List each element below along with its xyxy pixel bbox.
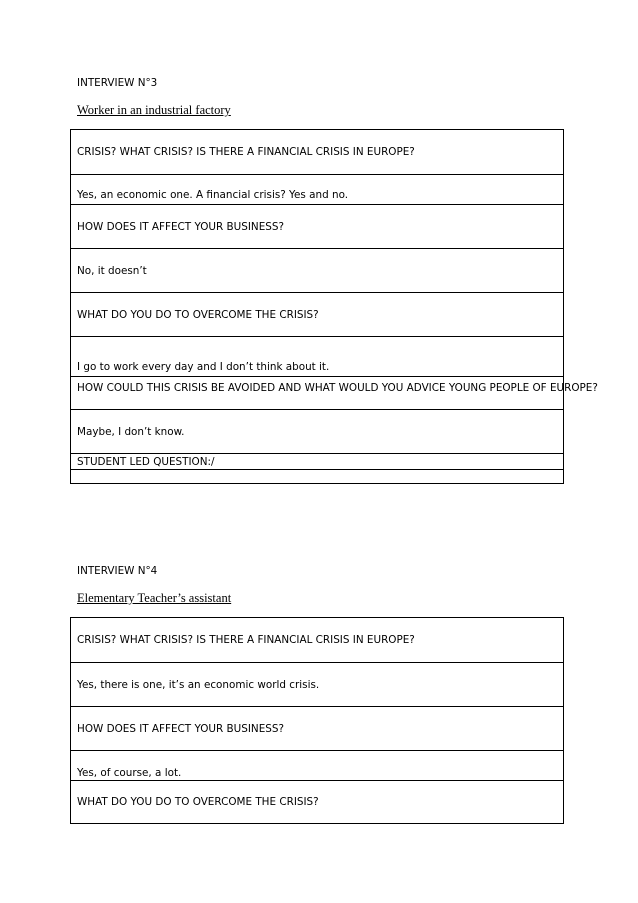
question-cell: HOW DOES IT AFFECT YOUR BUSINESS? [77,220,284,233]
interview-4-table [70,617,564,824]
table-row [71,750,563,780]
question-cell: CRISIS? WHAT CRISIS? IS THERE A FINANCIAL CRISIS IN EUROPE? [77,634,415,646]
question-cell: HOW COULD THIS CRISIS BE AVOIDED AND WHAT WOULD YOU ADVICE YOUNG PEOPLE OF EUROPE? [77,382,598,394]
interview-4-subtitle: Elementary Teacher’s assistant [77,591,232,605]
question-cell: WHAT DO YOU DO TO OVERCOME THE CRISIS? [77,796,319,808]
table-row [71,130,563,174]
answer-cell: Yes, there is one, it’s an economic world crisis. [77,678,320,691]
answer-cell: Yes, of course, a lot. [77,767,182,779]
table-row [71,376,598,409]
question-cell: STUDENT LED QUESTION:/ [77,456,215,468]
interview-3-title: INTERVIEW N°3 [77,77,158,89]
interview-3-table [70,129,598,484]
table-row [71,662,563,706]
table-row [71,204,563,248]
table-row [71,336,563,376]
table-row [71,292,563,336]
question-cell: CRISIS? WHAT CRISIS? IS THERE A FINANCIAL CRISIS IN EUROPE? [77,146,415,158]
table-row [71,409,563,453]
table-row [71,469,563,483]
question-cell: HOW DOES IT AFFECT YOUR BUSINESS? [77,722,284,735]
answer-cell: Yes, an economic one. A financial crisis? Yes and no. [77,189,349,201]
table-row [71,618,563,662]
interview-4-title: INTERVIEW N°4 [77,565,158,577]
table-row [71,248,563,292]
table-row [71,174,563,204]
answer-cell: Maybe, I don’t know. [77,425,185,438]
interview-3-subtitle: Worker in an industrial factory [77,103,231,117]
answer-cell: I go to work every day and I don’t think about it. [77,361,330,373]
table-row [71,780,563,823]
question-cell: WHAT DO YOU DO TO OVERCOME THE CRISIS? [77,308,319,321]
table-row [71,453,563,469]
answer-cell: No, it doesn’t [77,264,147,277]
table-row [71,706,563,750]
